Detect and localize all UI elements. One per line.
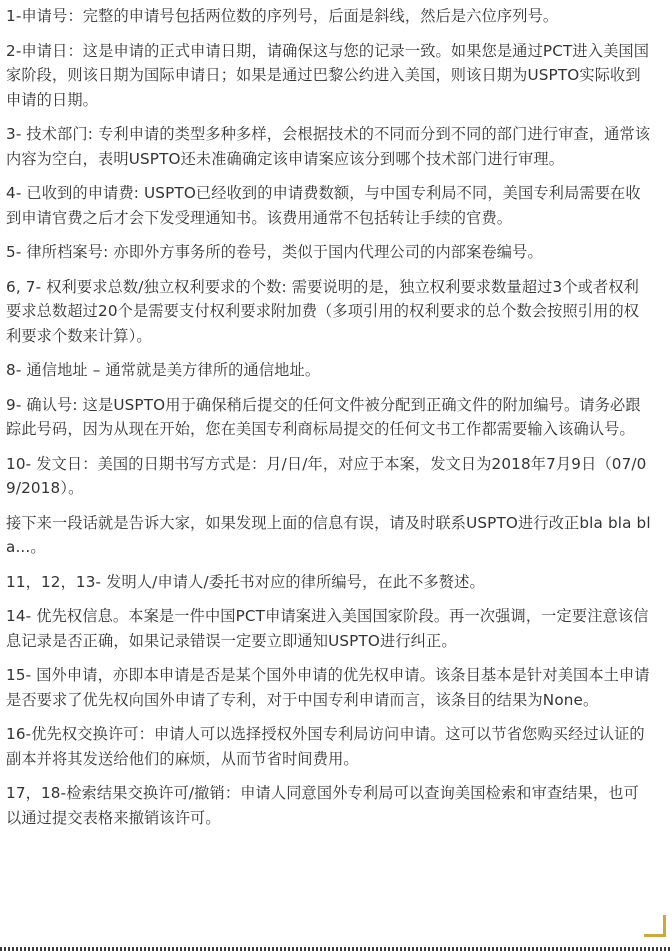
paragraph-art-unit: 3- 技术部门: 专利申请的类型多种多样，会根据技术的不同而分到不同的部门进行审查，通常该内容为空白，表明USPTO还未准确确定该申请案应该分到哪个技术部门进行审理。 [6, 125, 651, 168]
paragraph-correction-notice: 接下来一段话就是告诉大家，如果发现上面的信息有误，请及时联系USPTO进行改正bla bla bla...。 [6, 513, 651, 556]
paragraph-confirmation-number: 9- 确认号: 这是USPTO用于确保稍后提交的任何文件被分配到正确文件的附加编号。请务必跟踪此号码，因为从现在开始，您在美国专利商标局提交的任何文书工作都需要输入该确认号。 [6, 395, 641, 438]
paragraph-attorney-docket: 5- 律所档案号: 亦即外方事务所的卷号，类似于国内代理公司的内部案卷编号。 [6, 243, 543, 261]
paragraph-search-results-exchange: 17，18-检索结果交换许可/撤销：申请人同意国外专利局可以查询美国检索和审查结果，也可以通过提交表格来撤销该许可。 [6, 784, 639, 827]
paragraph-application-number: 1-申请号：完整的申请号包括两位数的序列号，后面是斜线，然后是六位序列号。 [6, 7, 559, 25]
bottom-dotted-rule [0, 947, 672, 951]
paragraph-priority-info: 14- 优先权信息。本案是一件中国PCT申请案进入美国国家阶段。再一次强调，一定要注意该信息记录是否正确，如果记录错误一定要立即通知USPTO进行纠正。 [6, 607, 649, 650]
paragraph-filing-date: 2-申请日：这是申请的正式申请日期，请确保这与您的记录一致。如果您是通过PCT进入美国国家阶段，则该日期为国际申请日；如果是通过巴黎公约进入美国，则该日期为USPTO实际收到申请的日期。 [6, 41, 650, 109]
article-body [6, 0, 652, 840]
paragraph-correspondence-address: 8- 通信地址 – 通常就是美方律所的通信地址。 [6, 361, 321, 379]
paragraph-priority-exchange: 16-优先权交换许可：申请人可以选择授权外国专利局访问申请。这可以节省您购买经过认证的副本并将其发送给他们的麻烦，从而节省时间费用。 [6, 725, 645, 768]
corner-bracket-decoration [644, 915, 666, 937]
paragraph-mail-date: 10- 发文日：美国的日期书写方式是：月/日/年，对应于本案，发文日为2018年7月9日（07/09/2018）。 [6, 454, 647, 497]
paragraph-fees-received: 4- 已收到的申请费: USPTO已经收到的申请费数额，与中国专利局不同，美国专利局需要在收到申请官费之后才会下发受理通知书。该费用通常不包括转让手续的官费。 [6, 184, 641, 227]
paragraph-claims-count: 6, 7- 权利要求总数/独立权利要求的个数: 需要说明的是，独立权利要求数量超过3个或者权利要求总数超过20个是需要支付权利要求附加费（多项引用的权利要求的总个数会按照引用的权利要求个数来计算）。 [6, 277, 640, 345]
paragraph-inventor-applicant: 11，12，13- 发明人/申请人/委托书对应的律所编号，在此不多赘述。 [6, 572, 485, 591]
paragraph-foreign-application: 15- 国外申请，亦即本申请是否是某个国外申请的优先权申请。该条目基本是针对美国本土申请是否要求了优先权向国外申请了专利，对于中国专利申请而言，该条目的结果为None。 [6, 666, 650, 709]
